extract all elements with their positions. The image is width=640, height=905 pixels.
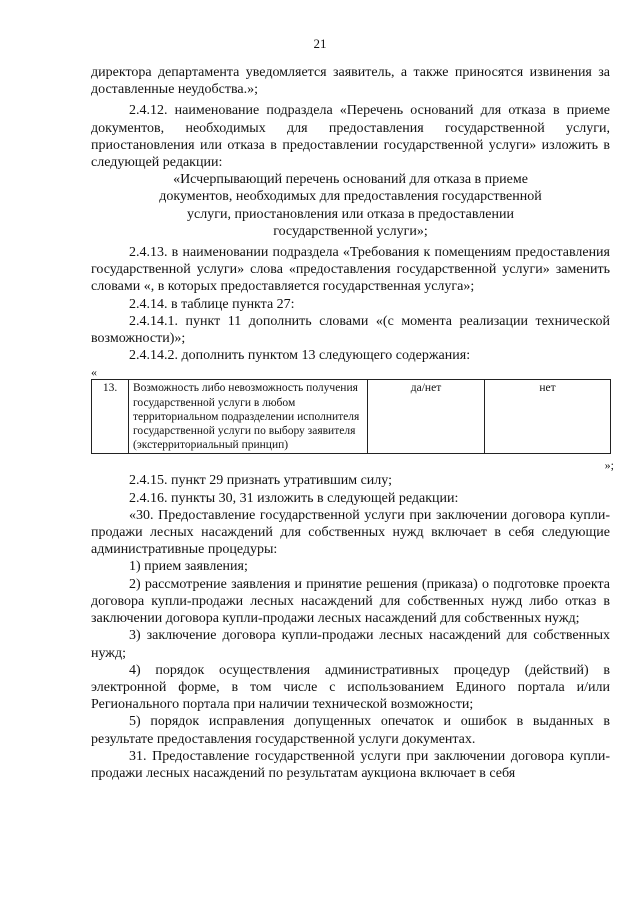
- paragraph: 2.4.12. наименование подраздела «Перечень оснований для отказа в приеме документов, необходимых для предоставления государственной услуги, приостановления или отказа в предоставлении государственной услуги» изложить в следующей редакции:: [91, 103, 610, 171]
- table-cell-number: 13.: [92, 380, 129, 454]
- quote-open: «: [91, 365, 97, 380]
- paragraph: 31. Предоставление государственной услуги при заключении договора купли-продажи лесных насаждений по результатам аукциона включает в себя: [91, 748, 610, 781]
- paragraph: 2.4.15. пункт 29 признать утратившим силу;: [129, 473, 392, 489]
- list-item: 4) порядок осуществления административных процедур (действий) в электронной форме, в том числе с использованием Единого портала и/или Регионального портала при наличии технической возможности;: [91, 662, 610, 713]
- table-cell-value: нет: [485, 380, 611, 454]
- paragraph: директора департамента уведомляется заявитель, а также приносятся извинения за доставленные неудобства.»;: [91, 65, 610, 98]
- document-body: [91, 64, 614, 782]
- heading-line: услуги, приостановления или отказа в предоставлении: [187, 206, 514, 222]
- inserted-table: [91, 379, 611, 454]
- heading-line: «Исчерпывающий перечень оснований для отказа в приеме: [173, 172, 528, 188]
- table-cell-description: Возможность либо невозможность получения государственной услуги в любом территориальном подразделении исполнителя государственной услуги по выбору заявителя (экстерриториальный принцип): [129, 380, 368, 454]
- section-heading-quote: [91, 171, 610, 240]
- paragraph: 2.4.14.1. пункт 11 дополнить словами «(с момента реализации технической возможности)»;: [91, 313, 610, 347]
- quote-close: »;: [604, 458, 614, 473]
- list-item: 3) заключение договора купли-продажи лесных насаждений для собственных нужд;: [91, 628, 610, 661]
- paragraph: 2.4.14. в таблице пункта 27:: [129, 296, 295, 312]
- paragraph: 2.4.16. пункты 30, 31 изложить в следующей редакции:: [129, 490, 459, 506]
- table-row: [92, 380, 611, 454]
- page-number: 21: [313, 36, 327, 51]
- list-item: 1) прием заявления;: [129, 559, 248, 575]
- paragraph: 2.4.14.2. дополнить пунктом 13 следующего содержания:: [129, 348, 471, 364]
- heading-line: государственной услуги»;: [273, 223, 428, 239]
- heading-line: документов, необходимых для предоставления государственной: [159, 189, 542, 205]
- list-item: 2) рассмотрение заявления и принятие решения (приказа) о подготовке проекта договора купли-продажи лесных насаждений для собственных нужд либо отказ в заключении договора купли-продажи лесных насаждений для собственных нужд;: [91, 576, 610, 627]
- paragraph: «30. Предоставление государственной услуги при заключении договора купли-продажи лесных насаждений для собственных нужд включает в себя следующие административные процедуры:: [91, 507, 610, 558]
- paragraph: 2.4.13. в наименовании подраздела «Требования к помещениям предоставления государственной услуги» слова «предоставления государственной услуги» заменить словами «, в которых предоставляется государственная услуга»;: [91, 245, 610, 295]
- list-item: 5) порядок исправления допущенных опечаток и ошибок в выданных в результате предоставления государственной услуги документах.: [91, 714, 610, 747]
- table-cell-value: да/нет: [368, 380, 485, 454]
